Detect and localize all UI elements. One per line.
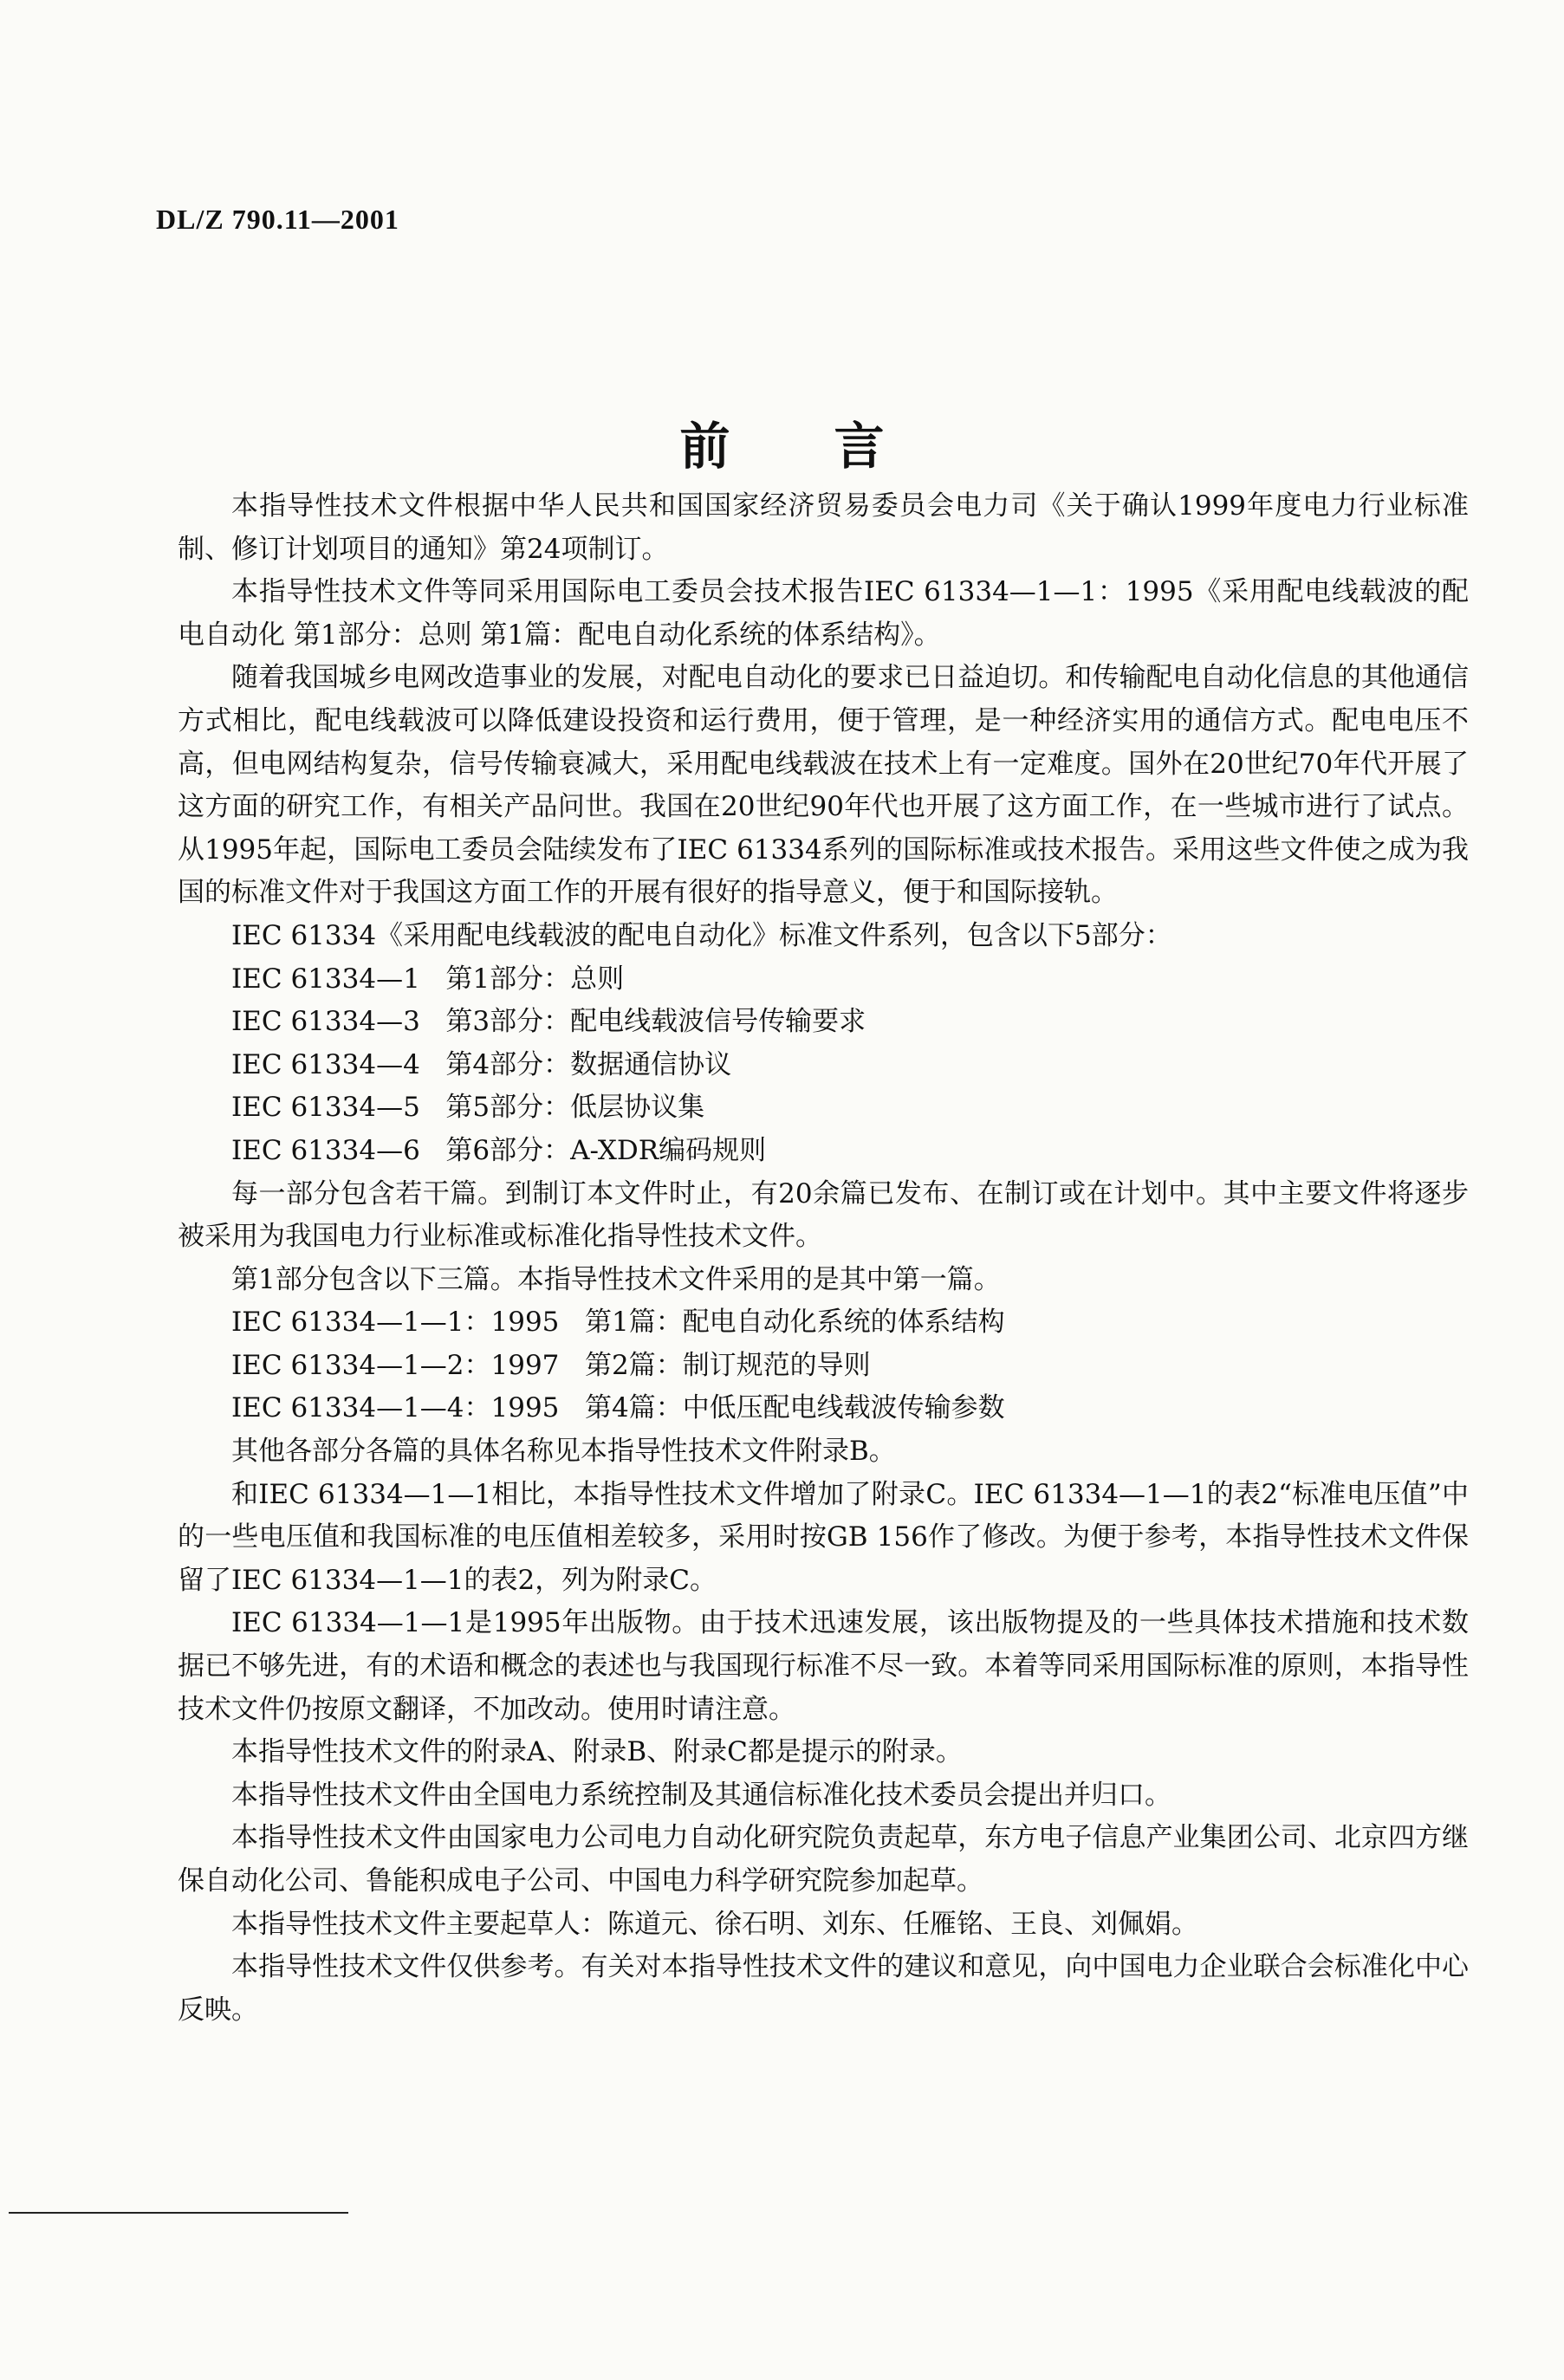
paragraph-adoption: 本指导性技术文件等同采用国际电工委员会技术报告IEC 61334—1—1：1995《采用配电线载波的配电自动化 第1部分：总则 第1篇：配电自动化系统的体系结构》。 — [178, 576, 1469, 651]
paragraph-appendix-b: 其他各部分各篇的具体名称见本指导性技术文件附录B。 — [231, 1436, 896, 1468]
paragraph-appendix-c: 和IEC 61334—1—1相比，本指导性技术文件增加了附录C。IEC 61334—1—1的表2“标准电压值”中的一些电压值和我国标准的电压值相差较多，采用时按GB 156作了修改。为便于参考，本指导性技术文件保留了IEC 61334—1—1的表2，列为附录C。 — [178, 1478, 1469, 1596]
paragraph-sections: 每一部分包含若干篇。到制订本文件时止，有20余篇已发布、在制订或在计划中。其中主要文件将逐步被采用为我国电力行业标准或标准化指导性技术文件。 — [178, 1177, 1469, 1253]
paragraph-series-intro: IEC 61334《采用配电线载波的配电自动化》标准文件系列，包含以下5部分： — [231, 919, 1172, 951]
sections-list — [178, 1301, 1469, 1430]
list-item: IEC 61334—1—2：1997 第2篇：制订规范的导则 — [231, 1349, 871, 1381]
paragraph-appendices: 本指导性技术文件的附录A、附录B、附录C都是提示的附录。 — [231, 1736, 963, 1768]
list-item: IEC 61334—3 第3部分：配电线载波信号传输要求 — [231, 1006, 866, 1038]
paragraph-drafting-units: 本指导性技术文件由国家电力公司电力自动化研究院负责起草，东方电子信息产业集团公司、北京四方继保自动化公司、鲁能积成电子公司、中国电力科学研究院参加起草。 — [178, 1822, 1469, 1897]
paragraph-basis: 本指导性技术文件根据中华人民共和国国家经济贸易委员会电力司《关于确认1999年度电力行业标准制、修订计划项目的通知》第24项制订。 — [178, 490, 1469, 565]
page-title: 前言 — [679, 417, 989, 476]
parts-list — [178, 958, 1469, 1173]
footnote-rule — [9, 2212, 348, 2214]
paragraph-proposer: 本指导性技术文件由全国电力系统控制及其通信标准化技术委员会提出并归口。 — [231, 1779, 1171, 1811]
list-item: IEC 61334—1—1：1995 第1篇：配电自动化系统的体系结构 — [231, 1307, 1005, 1339]
list-item: IEC 61334—5 第5部分：低层协议集 — [231, 1092, 705, 1124]
paragraph-drafters: 本指导性技术文件主要起草人：陈道元、徐石明、刘东、任雁铭、王良、刘佩娟。 — [231, 1908, 1198, 1940]
list-item: IEC 61334—1—4：1995 第4篇：中低压配电线载波传输参数 — [231, 1392, 1005, 1424]
list-item: IEC 61334—1 第1部分：总则 — [231, 963, 625, 995]
list-item: IEC 61334—4 第4部分：数据通信协议 — [231, 1048, 732, 1080]
standard-code: DL/Z 790.11—2001 — [156, 204, 399, 235]
foreword-body — [178, 485, 1469, 2032]
paragraph-publication-note: IEC 61334—1—1是1995年出版物。由于技术迅速发展，该出版物提及的一些具体技术措施和技术数据已不够先进，有的术语和概念的表述也与我国现行标准不尽一致。本着等同采用国际标准的原则，本指导性技术文件仍按原文翻译，不加改动。使用时请注意。 — [178, 1607, 1469, 1725]
paragraph-feedback: 本指导性技术文件仅供参考。有关对本指导性技术文件的建议和意见，向中国电力企业联合会标准化中心反映。 — [178, 1951, 1469, 2026]
list-item: IEC 61334—6 第6部分：A-XDR编码规则 — [231, 1134, 767, 1166]
paragraph-background: 随着我国城乡电网改造事业的发展，对配电自动化的要求已日益迫切。和传输配电自动化信息的其他通信方式相比，配电线载波可以降低建设投资和运行费用，便于管理，是一种经济实用的通信方式。配电电压不高，但电网结构复杂，信号传输衰减大，采用配电线载波在技术上有一定难度。国外在20世纪70年代开展了这方面的研究工作，有相关产品问世。我国在20世纪90年代也开展了这方面工作，在一些城市进行了试点。从1995年起，国际电工委员会陆续发布了IEC 61334系列的国际标准或技术报告。采用这些文件使之成为我国的标准文件对于我国这方面工作的开展有很好的指导意义，便于和国际接轨。 — [178, 662, 1469, 909]
paragraph-part1-intro: 第1部分包含以下三篇。本指导性技术文件采用的是其中第一篇。 — [231, 1263, 1001, 1295]
